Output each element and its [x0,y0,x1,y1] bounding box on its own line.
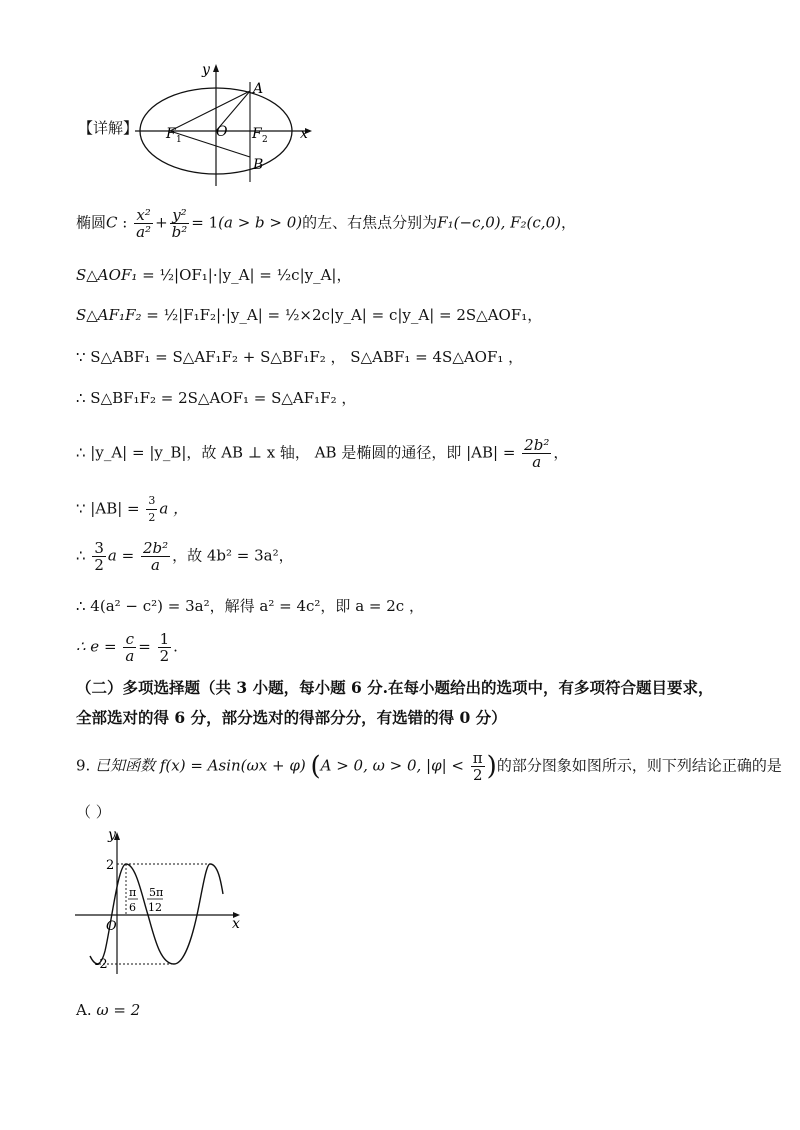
line-ab-given: ∵ |AB| = $\frac{3}{2}$ a ， [76,494,189,524]
label-two: 2 [106,858,115,873]
label-b: B [253,157,264,173]
y-axis-arrow-icon [213,64,219,72]
line-latus-rectum: ∴ |y_A| = |y_B|，故 AB ⊥ x 轴， AB 是椭圆的通径，即 |AB| = $\frac{\text{2b²}}{a}$ ， [76,436,569,471]
line-area-aof1: S△AOF₁ = ½|OF₁|·|y_A| = ½c|y_A|， [76,266,352,284]
answer-parentheses: （ ） [76,803,111,821]
label-a: A [253,81,264,97]
option-a-letter: A. [76,1001,92,1019]
section-header-line1: （二）多项选择题（共 3 小题，每小题 6 分.在每小题给出的选项中，有多项符合题目要求， [76,678,714,697]
segment-f1-a [170,91,250,131]
solution-label: 【详解】 [78,119,139,137]
line-solve-c: ∴ 4(a² − c²) = 3a²，解得 a² = 4c²，即 a = 2c ， [76,597,424,615]
label-f1-sub: 1 [176,135,182,145]
section-header-line2: 全部选对的得 6 分，部分选对的得部分分，有选错的得 0 分） [76,708,507,727]
label-y: y [202,62,210,78]
label-f2: F [252,126,262,142]
line-eccentricity: ∴ e = $\frac{c}{a}$ = $\frac{1}{2}$ . [76,630,178,665]
sine-curve [90,864,223,964]
ellipse-diagram [130,58,330,188]
line-ellipse-equation: 椭圆C : $\frac{\text{x²}}{\text{a²}}$ + $\frac{\text{y²}}{\text{b²}}$ = 1(a > b > 0)的左、右焦点分别为F₁(−c,0), F₂(c,0)， [76,206,576,241]
label-y: y [108,827,116,843]
label-pi: π [129,886,137,899]
question-number: 9. [76,756,91,775]
label-o: O [216,124,228,140]
label-o: O [106,919,117,934]
option-a-text: ω = 2 [96,1001,141,1019]
line-area-af1f2: S△AF₁F₂ = ½|F₁F₂|·|y_A| = ½×2c|y_A| = c|y_A| = 2S△AOF₁， [76,306,543,324]
line-area-bf1f2: ∴ S△BF₁F₂ = 2S△AOF₁ = S△AF₁F₂ ， [76,389,357,407]
label-f2-sub: 2 [262,135,268,145]
label-x: x [300,126,308,142]
label-neg-two: -2 [95,957,108,972]
question-9: 9. 已知函数 f(x) = Asin(ωx + φ) (A > 0, ω > 0, |φ| < $\frac{\pi}{2}$ )的部分图象如图所示，则下列结论正确的是 [76,749,782,784]
line-area-sum: ∵ S△ABF₁ = S△AF₁F₂ + S△BF₁F₂ ， S△ABF₁ = 4S△AOF₁ ， [76,348,524,366]
label-six: 6 [129,901,136,914]
segment-f1-b [170,131,250,157]
label-5pi: 5π [149,886,164,899]
label-twelve: 12 [148,901,162,914]
sine-graph [70,826,250,976]
label-x: x [232,916,240,932]
option-a [76,1000,140,1020]
label-f1: F [166,126,176,142]
line-equation-b2: ∴ $\frac{3}{2}$ a = $\frac{\text{2b²}}{a}$ ，故 4b² = 3a²， [76,539,294,574]
